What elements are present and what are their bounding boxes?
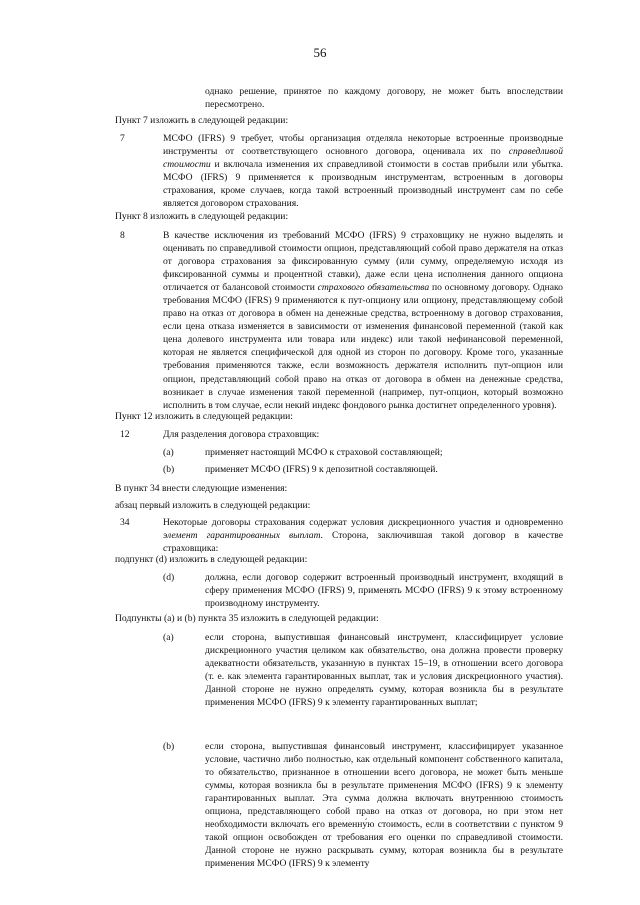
paragraph-number-12: 12 <box>120 429 130 440</box>
amendment-intro-8: Пункт 8 изложить в следующей редакции: <box>115 211 289 222</box>
amendment-intro-35: Подпункты (a) и (b) пункта 35 изложить в следующей редакции: <box>115 613 379 624</box>
paragraph-35-a-text: если сторона, выпустившая финансовый инструмент, классифицирует условие дискреционного участия целиком как обязательство, она должна провести проверку адекватности обязательств, указанную в пунктах 15–19, в отношении всего договора (т. е. как элемента гарантированных выплат, так и условия дискреционного участия). Данной стороне не нужно определять сумму, которая возникла бы в результате применения МСФО (IFRS) 9 к элементу гарантированных выплат; <box>205 632 563 709</box>
amendment-intro-12: Пункт 12 изложить в следующей редакции: <box>115 411 293 422</box>
paragraph-8-text: В качестве исключения из требований МСФО (IFRS) 9 страховщику не нужно выделять и оценивать по справедливой стоимости опцион, представляющий собой право держателя на отказ от договора страхования за фиксированную сумму (или сумму, определяемую исходя из фиксированной суммы и процентной ставки), даже если цена исполнения данного опциона отличается от балансовой стоимости страхового обязательства по основному договору. Однако требования МСФО (IFRS) 9 применяются к пут-опциону или опциону, представляющему собой право на отказ от договора в обмен на денежные средства, встроенному в договор страхования, если цена отказа изменяется в зависимости от изменения финансовой переменной (такой как цена долевого инструмента или товара или индекс) или такой нефинансовой переменной, которая не является специфической для одной из сторон по договору. Кроме того, указанные требования применяются также, если возможность держателя исполнить пут-опцион или опцион, представляющий собой право на отказ от договора в обмен на денежные средства, возникает в случае изменения такой переменной (например, пут-опцион, который возможно исполнить в том случае, если некий индекс фондового рынка достигнет определенного уровня). <box>163 230 563 411</box>
amendment-intro-34: В пункт 34 внести следующие изменения: <box>115 483 288 494</box>
defined-term: страхового обязательства <box>317 282 430 294</box>
paragraph-number-8: 8 <box>120 230 125 241</box>
list-label: (d) <box>163 572 175 583</box>
list-label: (b) <box>163 464 175 475</box>
list-label: (a) <box>163 632 174 643</box>
paragraph-number-7: 7 <box>120 133 125 144</box>
amendment-intro-34-d: подпункт (d) изложить в следующей редакции: <box>115 554 308 565</box>
defined-term: элемент гарантированных выплат <box>163 530 321 542</box>
paragraph-7-text: МСФО (IFRS) 9 требует, чтобы организация отделяла некоторые встроенные производные инструменты от соответствующего основного договора, оценивала их по справедливой стоимости и включала изменения их справедливой стоимости в состав прибыли или убытка. МСФО (IFRS) 9 применяется к производным инструментам, встроенным в договоры страхования, кроме случаев, когда такой встроенный производный инструмент сам по себе является договором страхования. <box>163 133 563 210</box>
list-label: (b) <box>163 741 175 752</box>
amendment-intro-7: Пункт 7 изложить в следующей редакции: <box>115 115 289 126</box>
amendment-intro-34-first: абзац первый изложить в следующей редакции: <box>115 500 311 511</box>
page-number: 56 <box>313 45 327 60</box>
paragraph-35-b-text: если сторона, выпустившая финансовый инструмент, классифицирует указанное условие, частично либо полностью, как отдельный компонент собственного капитала, то обязательство, признанное в отношении всего договора, не может быть меньше суммы, которая возникла бы в результате применения МСФО (IFRS) 9 к элементу гарантированных выплат. Эта сумма должна включать внутреннюю стоимость опциона, представляющего собой право на отказ от договора, но при этом нет необходимости включать его временну́ю стоимость, если в соответствии с пунктом 9 такой опцион освобожден от требования его оценки по справедливой стоимости. Данной стороне не нужно раскрывать сумму, которая возникла бы в результате применения МСФО (IFRS) 9 к элементу <box>205 741 563 870</box>
paragraph-34-d-text: должна, если договор содержит встроенный производный инструмент, входящий в сферу применения МСФО (IFRS) 9, применять МСФО (IFRS) 9 к этому встроенному производному инструменту. <box>205 572 563 610</box>
list-item-text: применяет МСФО (IFRS) 9 к депозитной составляющей. <box>205 464 438 475</box>
defined-term: справедливой стоимости <box>163 146 563 171</box>
paragraph-12-lead: Для разделения договора страховщик: <box>163 429 320 440</box>
list-item-text: применяет настоящий МСФО к страховой составляющей; <box>205 447 443 458</box>
list-label: (a) <box>163 447 174 458</box>
continuation-text: однако решение, принятое по каждому договору, не может быть впоследствии пересмотрено. <box>205 86 563 111</box>
paragraph-34-text: Некоторые договоры страхования содержат условия дискреционного участия и одновременно элемент гарантированных выплат. Сторона, заключившая такой договор в качестве страховщика: <box>163 517 563 555</box>
paragraph-number-34: 34 <box>120 517 130 528</box>
